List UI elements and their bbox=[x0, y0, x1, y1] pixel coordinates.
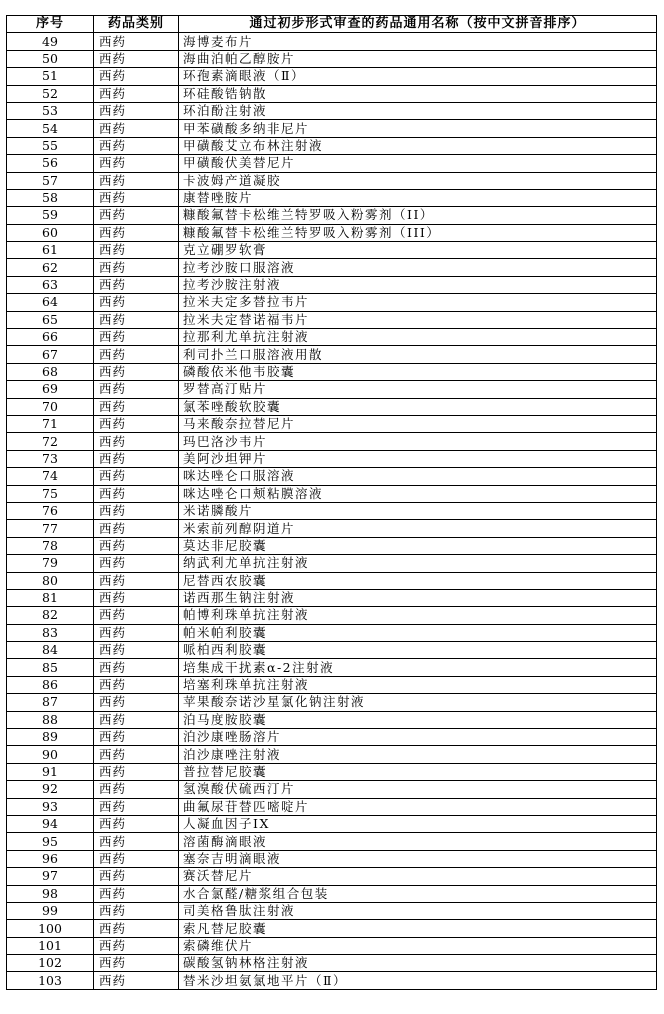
drug-category-cell: 西药 bbox=[94, 189, 179, 206]
drug-category-cell: 西药 bbox=[94, 172, 179, 189]
drug-name-cell: 甲磺酸艾立布林注射液 bbox=[179, 137, 657, 154]
drug-name-cell: 塞奈吉明滴眼液 bbox=[179, 850, 657, 867]
serial-number-cell: 103 bbox=[7, 972, 94, 989]
drug-category-cell: 西药 bbox=[94, 520, 179, 537]
table-row bbox=[7, 815, 657, 832]
drug-name-cell: 溶菌酶滴眼液 bbox=[179, 833, 657, 850]
drug-category-cell: 西药 bbox=[94, 398, 179, 415]
drug-name-cell: 拉考沙胺口服溶液 bbox=[179, 259, 657, 276]
table-row bbox=[7, 885, 657, 902]
drug-name-cell: 甲苯磺酸多纳非尼片 bbox=[179, 120, 657, 137]
table-row bbox=[7, 781, 657, 798]
drug-category-cell: 西药 bbox=[94, 763, 179, 780]
drug-name-cell: 糠酸氟替卡松维兰特罗吸入粉雾剂（III） bbox=[179, 224, 657, 241]
table-row bbox=[7, 937, 657, 954]
drug-category-cell: 西药 bbox=[94, 781, 179, 798]
serial-number-cell: 91 bbox=[7, 763, 94, 780]
table-row bbox=[7, 450, 657, 467]
drug-name-cell: 培集成干扰素α-2注射液 bbox=[179, 659, 657, 676]
drug-name-cell: 拉那利尤单抗注射液 bbox=[179, 329, 657, 346]
serial-number-cell: 77 bbox=[7, 520, 94, 537]
drug-name-cell: 普拉替尼胶囊 bbox=[179, 763, 657, 780]
drug-name-cell: 利司扑兰口服溶液用散 bbox=[179, 346, 657, 363]
serial-number-cell: 57 bbox=[7, 172, 94, 189]
serial-number-cell: 64 bbox=[7, 294, 94, 311]
serial-number-cell: 55 bbox=[7, 137, 94, 154]
drug-category-cell: 西药 bbox=[94, 363, 179, 380]
serial-number-cell: 75 bbox=[7, 485, 94, 502]
drug-name-cell: 索磷维伏片 bbox=[179, 937, 657, 954]
serial-number-cell: 58 bbox=[7, 189, 94, 206]
table-row bbox=[7, 746, 657, 763]
table-row bbox=[7, 955, 657, 972]
serial-number-cell: 82 bbox=[7, 607, 94, 624]
drug-category-cell: 西药 bbox=[94, 433, 179, 450]
serial-number-cell: 90 bbox=[7, 746, 94, 763]
drug-category-cell: 西药 bbox=[94, 607, 179, 624]
drug-category-cell: 西药 bbox=[94, 33, 179, 50]
drug-name-cell: 帕米帕利胶囊 bbox=[179, 624, 657, 641]
drug-name-cell: 马来酸奈拉替尼片 bbox=[179, 415, 657, 432]
drug-category-cell: 西药 bbox=[94, 798, 179, 815]
table-row bbox=[7, 102, 657, 119]
drug-name-cell: 环硅酸锆钠散 bbox=[179, 85, 657, 102]
table-row bbox=[7, 50, 657, 67]
serial-number-cell: 101 bbox=[7, 937, 94, 954]
table-row bbox=[7, 850, 657, 867]
serial-number-cell: 63 bbox=[7, 276, 94, 293]
table-row bbox=[7, 763, 657, 780]
drug-name-cell: 尼替西农胶囊 bbox=[179, 572, 657, 589]
drug-category-cell: 西药 bbox=[94, 50, 179, 67]
serial-number-cell: 56 bbox=[7, 155, 94, 172]
header-drug-name: 通过初步形式审查的药品通用名称（按中文拼音排序） bbox=[179, 16, 657, 33]
table-row bbox=[7, 468, 657, 485]
drug-category-cell: 西药 bbox=[94, 920, 179, 937]
table-row bbox=[7, 415, 657, 432]
table-row bbox=[7, 189, 657, 206]
drug-category-cell: 西药 bbox=[94, 450, 179, 467]
drug-name-cell: 水合氯醛/糖浆组合包装 bbox=[179, 885, 657, 902]
table-row bbox=[7, 520, 657, 537]
drug-category-cell: 西药 bbox=[94, 955, 179, 972]
drug-name-cell: 曲氟尿苷替匹嘧啶片 bbox=[179, 798, 657, 815]
drug-category-cell: 西药 bbox=[94, 259, 179, 276]
drug-category-cell: 西药 bbox=[94, 207, 179, 224]
table-row bbox=[7, 33, 657, 50]
table-row bbox=[7, 259, 657, 276]
table-row bbox=[7, 276, 657, 293]
drug-name-cell: 海曲泊帕乙醇胺片 bbox=[179, 50, 657, 67]
drug-name-cell: 糠酸氟替卡松维兰特罗吸入粉雾剂（II） bbox=[179, 207, 657, 224]
drug-category-cell: 西药 bbox=[94, 155, 179, 172]
serial-number-cell: 84 bbox=[7, 642, 94, 659]
drug-name-cell: 替米沙坦氨氯地平片（Ⅱ） bbox=[179, 972, 657, 989]
drug-category-cell: 西药 bbox=[94, 224, 179, 241]
drug-name-cell: 泊马度胺胶囊 bbox=[179, 711, 657, 728]
drug-category-cell: 西药 bbox=[94, 485, 179, 502]
serial-number-cell: 80 bbox=[7, 572, 94, 589]
table-row bbox=[7, 729, 657, 746]
table-row bbox=[7, 207, 657, 224]
drug-category-cell: 西药 bbox=[94, 885, 179, 902]
drug-name-cell: 米诺膦酸片 bbox=[179, 502, 657, 519]
drug-name-cell: 培塞利珠单抗注射液 bbox=[179, 676, 657, 693]
table-row bbox=[7, 920, 657, 937]
table-row bbox=[7, 294, 657, 311]
drug-category-cell: 西药 bbox=[94, 137, 179, 154]
table-row bbox=[7, 972, 657, 989]
serial-number-cell: 92 bbox=[7, 781, 94, 798]
drug-name-cell: 纳武利尤单抗注射液 bbox=[179, 555, 657, 572]
serial-number-cell: 53 bbox=[7, 102, 94, 119]
drug-list-table bbox=[6, 15, 657, 990]
drug-category-cell: 西药 bbox=[94, 694, 179, 711]
drug-category-cell: 西药 bbox=[94, 624, 179, 641]
serial-number-cell: 72 bbox=[7, 433, 94, 450]
drug-category-cell: 西药 bbox=[94, 746, 179, 763]
drug-category-cell: 西药 bbox=[94, 415, 179, 432]
serial-number-cell: 71 bbox=[7, 415, 94, 432]
serial-number-cell: 65 bbox=[7, 311, 94, 328]
header-drug-category: 药品类别 bbox=[94, 16, 179, 33]
serial-number-cell: 95 bbox=[7, 833, 94, 850]
serial-number-cell: 96 bbox=[7, 850, 94, 867]
drug-name-cell: 拉考沙胺注射液 bbox=[179, 276, 657, 293]
table-row bbox=[7, 172, 657, 189]
drug-category-cell: 西药 bbox=[94, 868, 179, 885]
table-row bbox=[7, 572, 657, 589]
drug-name-cell: 泊沙康唑肠溶片 bbox=[179, 729, 657, 746]
drug-category-cell: 西药 bbox=[94, 659, 179, 676]
serial-number-cell: 76 bbox=[7, 502, 94, 519]
serial-number-cell: 87 bbox=[7, 694, 94, 711]
drug-category-cell: 西药 bbox=[94, 589, 179, 606]
table-row bbox=[7, 642, 657, 659]
table-row bbox=[7, 68, 657, 85]
serial-number-cell: 70 bbox=[7, 398, 94, 415]
serial-number-cell: 69 bbox=[7, 381, 94, 398]
drug-category-cell: 西药 bbox=[94, 676, 179, 693]
header-serial-number: 序号 bbox=[7, 16, 94, 33]
table-row bbox=[7, 711, 657, 728]
table-row bbox=[7, 555, 657, 572]
drug-name-cell: 环孢素滴眼液（Ⅱ） bbox=[179, 68, 657, 85]
drug-name-cell: 诺西那生钠注射液 bbox=[179, 589, 657, 606]
serial-number-cell: 74 bbox=[7, 468, 94, 485]
drug-category-cell: 西药 bbox=[94, 242, 179, 259]
table-row bbox=[7, 242, 657, 259]
table-row bbox=[7, 433, 657, 450]
drug-name-cell: 司美格鲁肽注射液 bbox=[179, 902, 657, 919]
table-row bbox=[7, 329, 657, 346]
table-row bbox=[7, 868, 657, 885]
drug-name-cell: 玛巴洛沙韦片 bbox=[179, 433, 657, 450]
drug-name-cell: 泊沙康唑注射液 bbox=[179, 746, 657, 763]
serial-number-cell: 94 bbox=[7, 815, 94, 832]
drug-category-cell: 西药 bbox=[94, 294, 179, 311]
table-row bbox=[7, 589, 657, 606]
serial-number-cell: 67 bbox=[7, 346, 94, 363]
drug-category-cell: 西药 bbox=[94, 937, 179, 954]
drug-name-cell: 哌柏西利胶囊 bbox=[179, 642, 657, 659]
serial-number-cell: 88 bbox=[7, 711, 94, 728]
drug-name-cell: 环泊酚注射液 bbox=[179, 102, 657, 119]
drug-category-cell: 西药 bbox=[94, 102, 179, 119]
table-body bbox=[7, 33, 657, 989]
table-header-row bbox=[7, 16, 657, 33]
table-row bbox=[7, 694, 657, 711]
table-row bbox=[7, 346, 657, 363]
table-row bbox=[7, 624, 657, 641]
serial-number-cell: 81 bbox=[7, 589, 94, 606]
drug-category-cell: 西药 bbox=[94, 711, 179, 728]
serial-number-cell: 54 bbox=[7, 120, 94, 137]
drug-category-cell: 西药 bbox=[94, 329, 179, 346]
drug-name-cell: 卡波姆产道凝胶 bbox=[179, 172, 657, 189]
drug-category-cell: 西药 bbox=[94, 555, 179, 572]
drug-category-cell: 西药 bbox=[94, 381, 179, 398]
serial-number-cell: 86 bbox=[7, 676, 94, 693]
table-row bbox=[7, 120, 657, 137]
drug-category-cell: 西药 bbox=[94, 68, 179, 85]
serial-number-cell: 52 bbox=[7, 85, 94, 102]
table-row bbox=[7, 502, 657, 519]
serial-number-cell: 85 bbox=[7, 659, 94, 676]
serial-number-cell: 59 bbox=[7, 207, 94, 224]
table-row bbox=[7, 833, 657, 850]
serial-number-cell: 73 bbox=[7, 450, 94, 467]
drug-category-cell: 西药 bbox=[94, 85, 179, 102]
serial-number-cell: 66 bbox=[7, 329, 94, 346]
table-row bbox=[7, 537, 657, 554]
table-row bbox=[7, 398, 657, 415]
drug-name-cell: 莫达非尼胶囊 bbox=[179, 537, 657, 554]
drug-category-cell: 西药 bbox=[94, 902, 179, 919]
serial-number-cell: 102 bbox=[7, 955, 94, 972]
drug-category-cell: 西药 bbox=[94, 972, 179, 989]
drug-name-cell: 海博麦布片 bbox=[179, 33, 657, 50]
drug-name-cell: 米索前列醇阴道片 bbox=[179, 520, 657, 537]
drug-name-cell: 帕博利珠单抗注射液 bbox=[179, 607, 657, 624]
drug-name-cell: 美阿沙坦钾片 bbox=[179, 450, 657, 467]
drug-category-cell: 西药 bbox=[94, 311, 179, 328]
drug-name-cell: 碳酸氢钠林格注射液 bbox=[179, 955, 657, 972]
table-row bbox=[7, 224, 657, 241]
serial-number-cell: 60 bbox=[7, 224, 94, 241]
serial-number-cell: 49 bbox=[7, 33, 94, 50]
serial-number-cell: 50 bbox=[7, 50, 94, 67]
drug-category-cell: 西药 bbox=[94, 537, 179, 554]
drug-name-cell: 赛沃替尼片 bbox=[179, 868, 657, 885]
drug-category-cell: 西药 bbox=[94, 642, 179, 659]
drug-category-cell: 西药 bbox=[94, 502, 179, 519]
drug-category-cell: 西药 bbox=[94, 276, 179, 293]
serial-number-cell: 97 bbox=[7, 868, 94, 885]
drug-name-cell: 克立硼罗软膏 bbox=[179, 242, 657, 259]
drug-name-cell: 人凝血因子IX bbox=[179, 815, 657, 832]
serial-number-cell: 79 bbox=[7, 555, 94, 572]
drug-category-cell: 西药 bbox=[94, 468, 179, 485]
table-row bbox=[7, 676, 657, 693]
serial-number-cell: 78 bbox=[7, 537, 94, 554]
serial-number-cell: 99 bbox=[7, 902, 94, 919]
serial-number-cell: 98 bbox=[7, 885, 94, 902]
table-row bbox=[7, 85, 657, 102]
drug-category-cell: 西药 bbox=[94, 572, 179, 589]
drug-name-cell: 咪达唑仑口服溶液 bbox=[179, 468, 657, 485]
table-row bbox=[7, 607, 657, 624]
drug-name-cell: 磷酸依米他韦胶囊 bbox=[179, 363, 657, 380]
serial-number-cell: 83 bbox=[7, 624, 94, 641]
serial-number-cell: 61 bbox=[7, 242, 94, 259]
drug-category-cell: 西药 bbox=[94, 850, 179, 867]
table-row bbox=[7, 381, 657, 398]
table-row bbox=[7, 363, 657, 380]
table-row bbox=[7, 311, 657, 328]
drug-name-cell: 甲磺酸伏美替尼片 bbox=[179, 155, 657, 172]
table-row bbox=[7, 659, 657, 676]
table-row bbox=[7, 485, 657, 502]
serial-number-cell: 100 bbox=[7, 920, 94, 937]
drug-name-cell: 拉米夫定多替拉韦片 bbox=[179, 294, 657, 311]
table-row bbox=[7, 798, 657, 815]
drug-name-cell: 氯苯唑酸软胶囊 bbox=[179, 398, 657, 415]
drug-category-cell: 西药 bbox=[94, 815, 179, 832]
drug-name-cell: 苹果酸奈诺沙星氯化钠注射液 bbox=[179, 694, 657, 711]
serial-number-cell: 51 bbox=[7, 68, 94, 85]
drug-name-cell: 咪达唑仑口颊粘膜溶液 bbox=[179, 485, 657, 502]
drug-name-cell: 氢溴酸伏硫西汀片 bbox=[179, 781, 657, 798]
drug-category-cell: 西药 bbox=[94, 120, 179, 137]
drug-category-cell: 西药 bbox=[94, 833, 179, 850]
drug-category-cell: 西药 bbox=[94, 346, 179, 363]
serial-number-cell: 89 bbox=[7, 729, 94, 746]
serial-number-cell: 62 bbox=[7, 259, 94, 276]
table-row bbox=[7, 155, 657, 172]
serial-number-cell: 93 bbox=[7, 798, 94, 815]
drug-name-cell: 康替唑胺片 bbox=[179, 189, 657, 206]
table-row bbox=[7, 137, 657, 154]
table-row bbox=[7, 902, 657, 919]
serial-number-cell: 68 bbox=[7, 363, 94, 380]
drug-name-cell: 拉米夫定替诺福韦片 bbox=[179, 311, 657, 328]
drug-category-cell: 西药 bbox=[94, 729, 179, 746]
drug-name-cell: 罗替高汀贴片 bbox=[179, 381, 657, 398]
drug-name-cell: 索凡替尼胶囊 bbox=[179, 920, 657, 937]
